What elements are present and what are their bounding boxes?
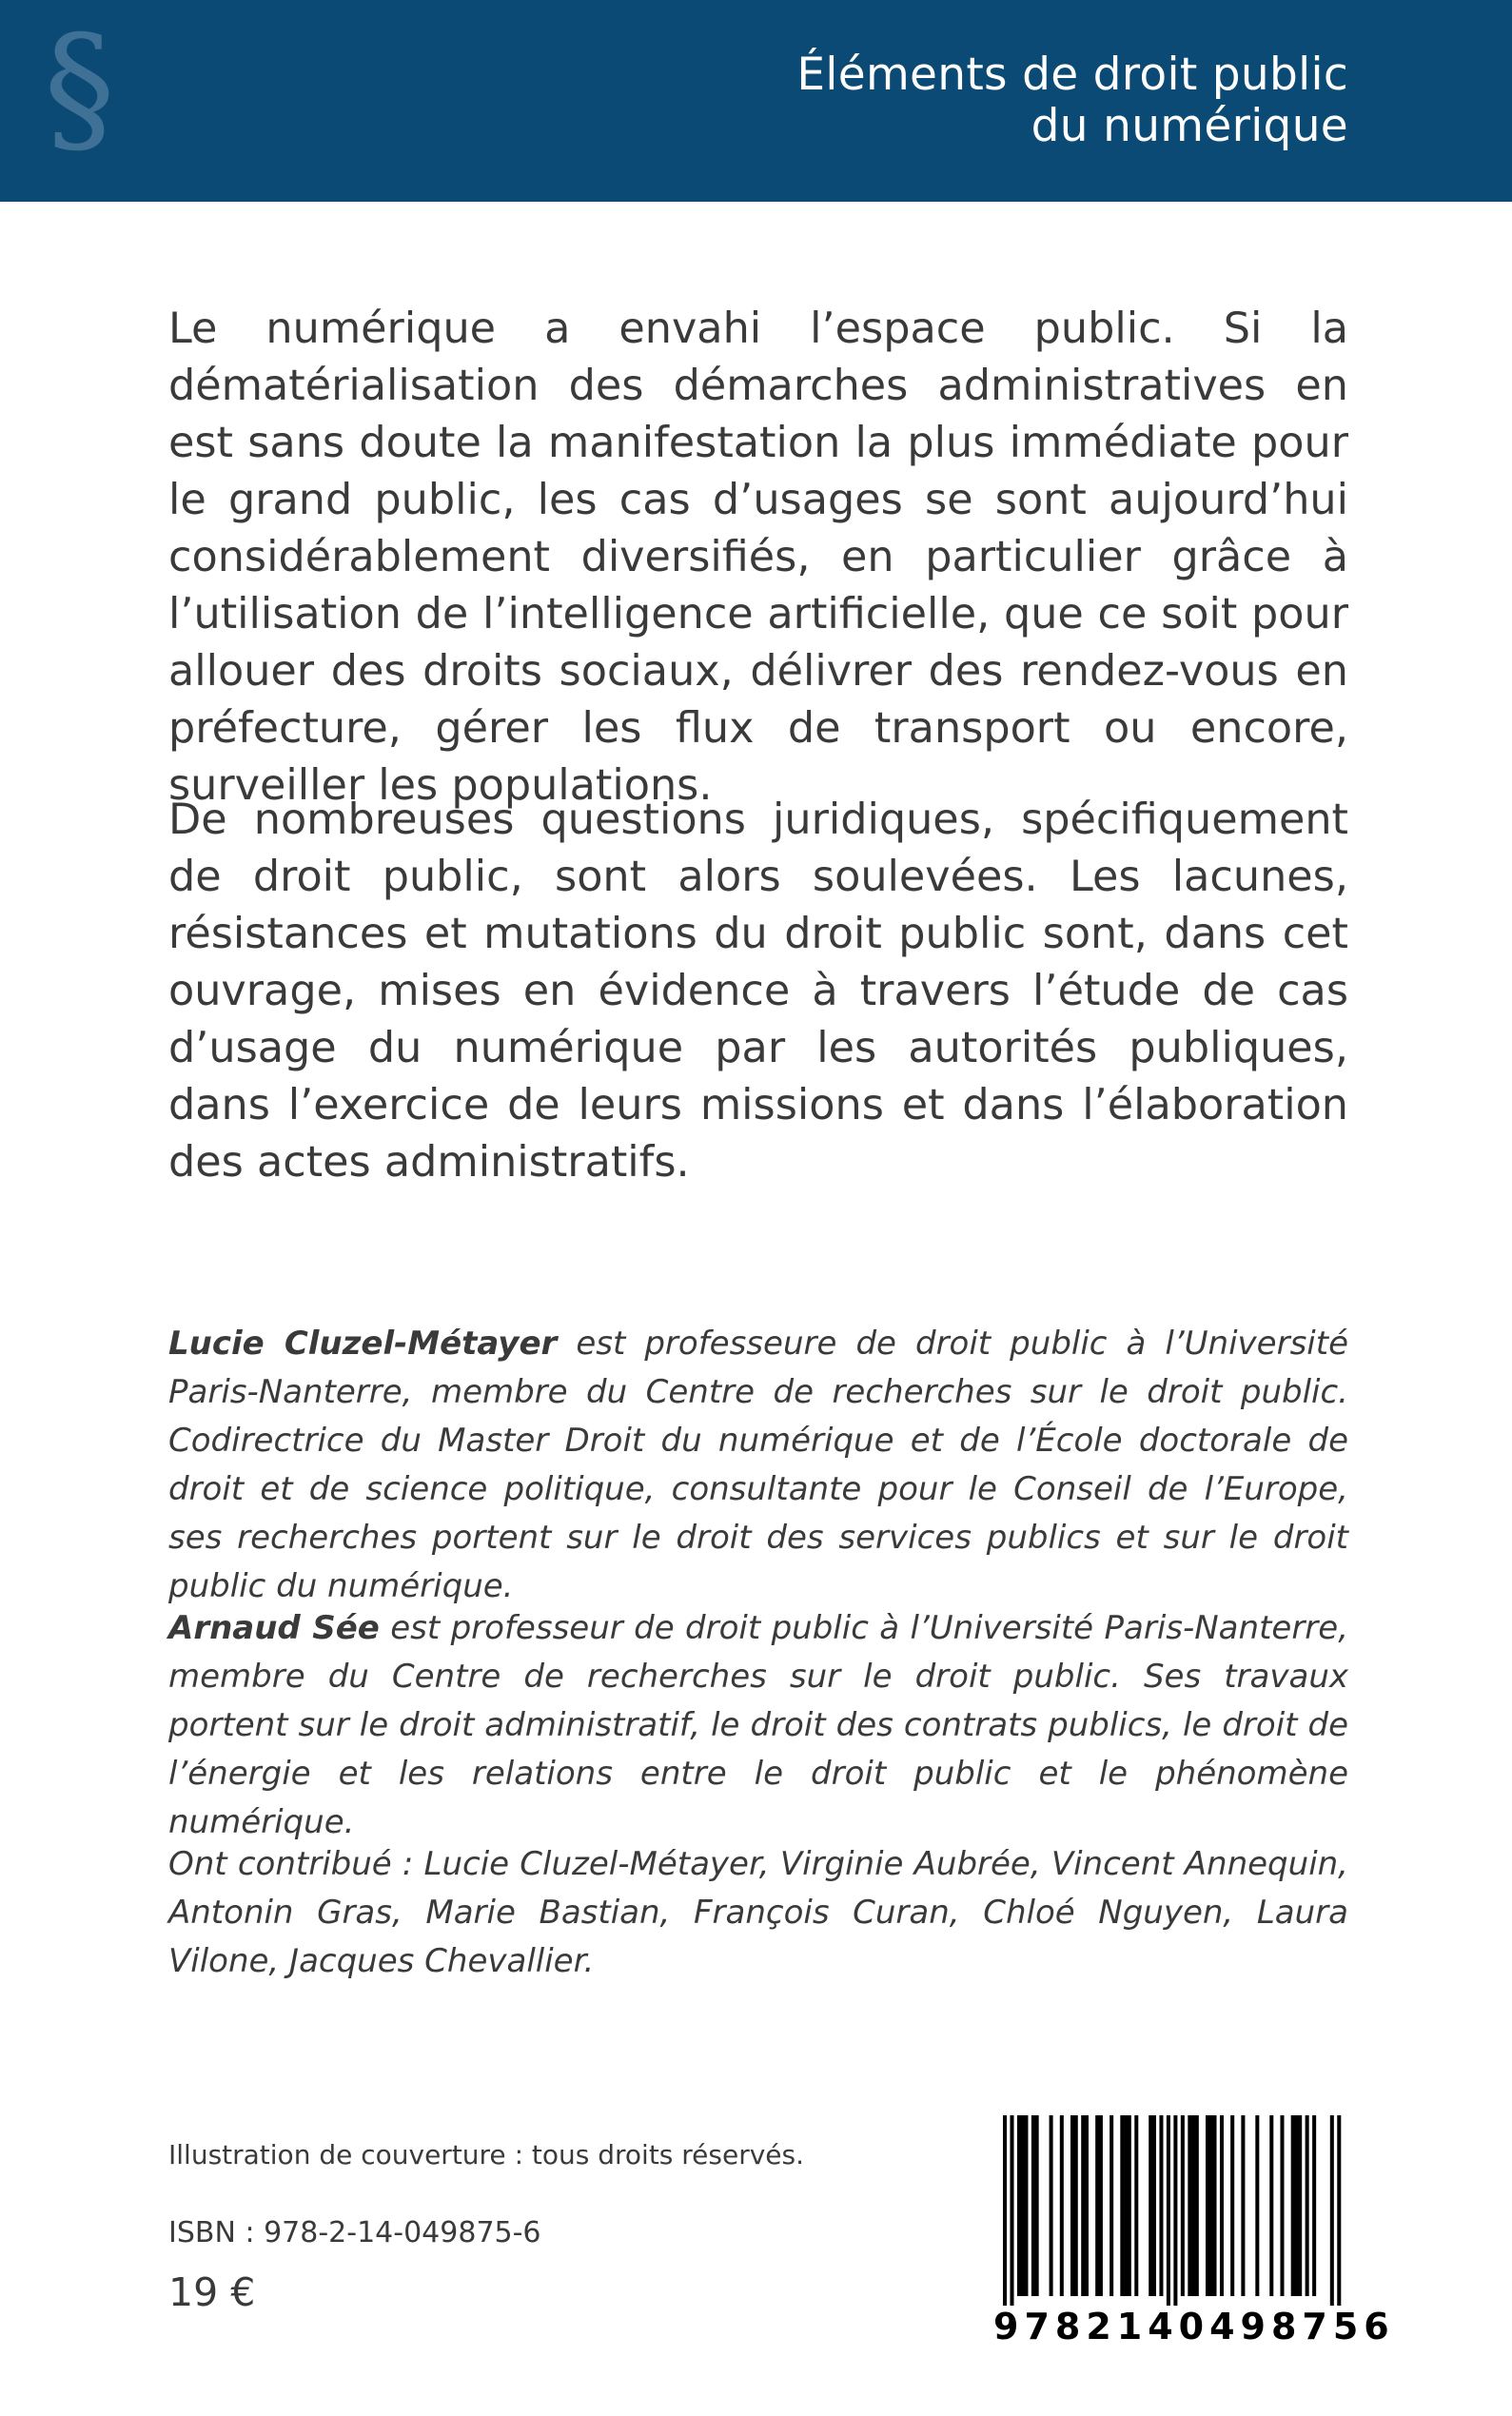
- barcode-bar: [1120, 2115, 1124, 2296]
- barcode-bar: [1188, 2115, 1191, 2296]
- blurb-paragraph-1: Le numérique a envahi l’espace public. Si la dématérialisation des démarches administratives en est sans doute la manifestation la plus immédiate pour le grand public, les cas d’usages se sont aujourd’hui considérablement diversifiés, en particulier grâce à l’utilisation de l’intelligence artificielle, que ce soit pour allouer des droits sociaux, délivrer des rendez-vous en préfecture, gérer les flux de transport ou encore, surveiller les populations.: [168, 304, 1348, 810]
- barcode-bar: [1294, 2115, 1298, 2296]
- blurb-paragraph-2: De nombreuses questions juridiques, spécifiquement de droit public, sont alors soulevées. Les lacunes, résistances et mutations du droit public sont, dans cet ouvrage, mises en évidence à travers l’étude de cas d’usage du numérique par les autorités publiques, dans l’exercice de leurs missions et dans l’élaboration des actes administratifs.: [168, 796, 1348, 1187]
- barcode-bar: [1195, 2115, 1199, 2296]
- barcode-bar: [1159, 2115, 1163, 2296]
- barcode-bar: [1070, 2115, 1074, 2296]
- series-title-line1: Éléments de droit public: [796, 49, 1348, 101]
- barcode-bar: [1085, 2115, 1089, 2296]
- barcode-bar: [1050, 2115, 1053, 2296]
- header-band: [0, 0, 1512, 202]
- barcode-bar: [1021, 2115, 1025, 2296]
- author-bio-2: [168, 1604, 1348, 1847]
- barcode-bar: [1306, 2115, 1309, 2296]
- barcode-bar: [1035, 2115, 1039, 2296]
- barcode-bar: [1149, 2115, 1152, 2296]
- barcode-bar: [1212, 2115, 1216, 2296]
- barcode-bar: [1312, 2115, 1316, 2296]
- series-title: [796, 49, 1348, 152]
- barcode-bars: [993, 2115, 1350, 2306]
- barcode-bar: [1024, 2115, 1028, 2296]
- barcode-bar: [1134, 2115, 1138, 2296]
- barcode-bar: [1010, 2115, 1013, 2306]
- barcode-bar: [1031, 2115, 1035, 2296]
- barcode-bar: [1330, 2115, 1334, 2306]
- contributors: Ont contribué : Lucie Cluzel-Métayer, Virginie Aubrée, Vincent Annequin, Antonin Gras, Marie Bastian, François Curan, Chloé Nguyen, Laura Vilone, Jacques Chevallier.: [168, 1845, 1348, 1980]
- barcode-bar: [1095, 2115, 1099, 2296]
- barcode-bar: [1109, 2115, 1113, 2296]
- series-title-line2: du numérique: [1031, 100, 1348, 152]
- barcode-bar: [1081, 2115, 1085, 2296]
- author-bio-1: [168, 1320, 1348, 1611]
- author-name-2: Arnaud Sée: [168, 1609, 380, 1647]
- author-name-1: Lucie Cluzel-Métayer: [168, 1325, 558, 1363]
- author-bio-text-2: est professeur de droit public à l’Université Paris-Nanterre, membre du Centre de recherches sur le droit public. Ses travaux portent sur le droit administratif, le droit des contrats publics, le droit de l’énergie et les relations entre le droit public et le phénomène numérique.: [168, 1609, 1348, 1841]
- barcode-bar: [1291, 2115, 1295, 2296]
- barcode-bar: [1255, 2115, 1259, 2296]
- barcode-bar: [1124, 2115, 1128, 2296]
- barcode-bar: [1241, 2115, 1245, 2296]
- barcode-bar: [1017, 2115, 1021, 2296]
- section-sign-icon: §: [44, 6, 115, 171]
- barcode-bar: [1337, 2115, 1341, 2306]
- illustration-credit: Illustration de couverture : tous droits réservés.: [168, 2139, 805, 2170]
- isbn: ISBN : 978-2-14-049875-6: [168, 2216, 541, 2249]
- barcode-bar: [1220, 2115, 1224, 2296]
- barcode-digits: 9782140498756: [993, 2306, 1395, 2347]
- barcode-bar: [1206, 2115, 1209, 2296]
- barcode-bar: [1298, 2115, 1302, 2296]
- barcode-bar: [1099, 2115, 1103, 2296]
- barcode-bar: [1280, 2115, 1284, 2296]
- barcode-bar: [1003, 2115, 1007, 2306]
- barcode-bar: [1152, 2115, 1156, 2296]
- barcode: [993, 2115, 1395, 2353]
- barcode-bar: [1060, 2115, 1064, 2296]
- barcode-bar: [1181, 2115, 1185, 2296]
- barcode-bar: [1230, 2115, 1234, 2296]
- barcode-bar: [1167, 2115, 1170, 2306]
- barcode-bar: [1191, 2115, 1195, 2296]
- barcode-bar: [1074, 2115, 1078, 2296]
- barcode-bar: [1128, 2115, 1131, 2296]
- author-bio-text-1: est professeure de droit public à l’Université Paris-Nanterre, membre du Centre de recherches sur le droit public. Codirectrice du Master Droit du numérique et de l’École doctorale de droit et de science politique, consultante pour le Conseil de l’Europe, ses recherches portent sur le droit des services publics et sur le droit public du numérique.: [168, 1325, 1348, 1605]
- barcode-bar: [1209, 2115, 1213, 2296]
- price: 19 €: [168, 2269, 256, 2315]
- barcode-bar: [1269, 2115, 1273, 2296]
- barcode-bar: [1173, 2115, 1177, 2306]
